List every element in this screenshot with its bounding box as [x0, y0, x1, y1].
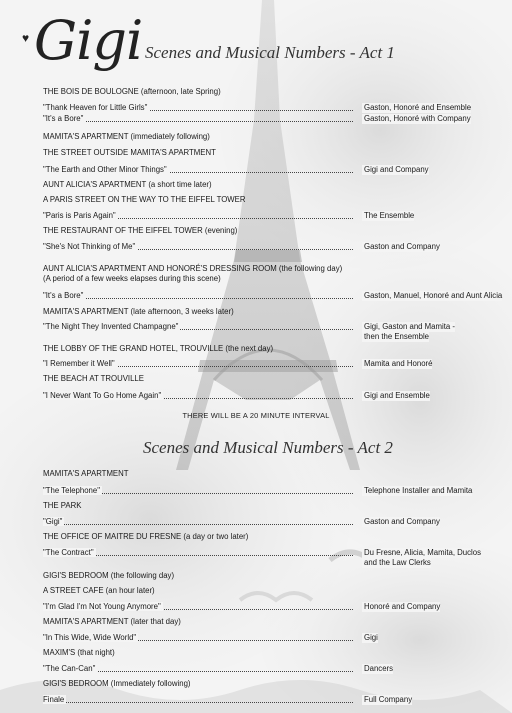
- act1-heading: Scenes and Musical Numbers - Act 1: [145, 43, 395, 62]
- scene-heading: A STREET CAFE (an hour later): [43, 586, 155, 595]
- scene-heading: MAMITA'S APARTMENT (late afternoon, 3 weeks later): [43, 307, 234, 316]
- song-title: "Paris is Paris Again": [43, 211, 116, 220]
- performer: Gaston and Company: [364, 242, 440, 251]
- scene-heading: THE LOBBY OF THE GRAND HOTEL, TROUVILLE (the next day): [43, 344, 274, 353]
- scene-heading: GIGI'S BEDROOM (Immediately following): [43, 679, 191, 688]
- performer: Dancers: [364, 664, 394, 673]
- scene-heading: MAMITA'S APARTMENT (immediately following): [43, 132, 210, 141]
- scene-heading: MAXIM'S (that night): [43, 648, 115, 657]
- performer: Full Company: [364, 695, 413, 704]
- song-title: "She's Not Thinking of Me": [43, 242, 136, 251]
- performer: Gaston, Honoré and Ensemble: [364, 103, 472, 112]
- scene-heading: MAMITA'S APARTMENT (later that day): [43, 617, 181, 626]
- scene-heading: MAMITA'S APARTMENT: [43, 469, 129, 478]
- performer: The Ensemble: [364, 211, 415, 220]
- scene-heading: A PARIS STREET ON THE WAY TO THE EIFFEL TOWER: [43, 195, 246, 204]
- song-title: "The Telephone": [43, 486, 100, 495]
- interval-notice: THERE WILL BE A 20 MINUTE INTERVAL: [182, 411, 330, 420]
- act2-heading: Scenes and Musical Numbers - Act 2: [143, 438, 393, 457]
- song-title: "It's a Bore": [43, 291, 84, 300]
- performer: and the Law Clerks: [364, 558, 431, 567]
- song-title: "The Earth and Other Minor Things": [43, 165, 167, 174]
- performer: Honoré and Company: [364, 602, 441, 611]
- scene-heading: THE BOIS DE BOULOGNE (afternoon, late Spring): [43, 87, 221, 96]
- scene-heading: AUNT ALICIA'S APARTMENT (a short time later): [43, 180, 212, 189]
- song-title: Finale: [43, 695, 65, 704]
- performer: Gigi and Company: [364, 165, 429, 174]
- scene-heading: GIGI'S BEDROOM (the following day): [43, 571, 175, 580]
- show-logo: Gigi: [34, 9, 143, 72]
- song-title: "I Never Want To Go Home Again": [43, 391, 162, 400]
- performer: Telephone Installer and Mamita: [364, 486, 473, 495]
- heart-icon: ♥: [22, 31, 30, 45]
- scene-heading: AUNT ALICIA'S APARTMENT AND HONORÉ'S DRESSING ROOM (the following day): [43, 264, 343, 273]
- performer: then the Ensemble: [364, 332, 430, 341]
- scene-heading: THE OFFICE OF MAITRE DU FRESNE (a day or two later): [43, 532, 249, 541]
- performer: Du Fresne, Alicia, Mamita, Duclos: [364, 548, 481, 557]
- song-title: "Gigi": [43, 517, 63, 526]
- song-title: "I Remember it Well": [43, 359, 115, 368]
- performer: Gaston, Manuel, Honoré and Aunt Alicia: [364, 291, 503, 300]
- scene-heading: THE PARK: [43, 501, 82, 510]
- song-title: "The Can-Can": [43, 664, 96, 673]
- performer: Gigi, Gaston and Mamita -: [364, 322, 456, 331]
- scene-heading: THE BEACH AT TROUVILLE: [43, 374, 144, 383]
- performer: Gigi: [364, 633, 378, 642]
- performer: Gaston and Company: [364, 517, 440, 526]
- performer: Gaston, Honoré with Company: [364, 114, 471, 123]
- performer: Gigi and Ensemble: [364, 391, 430, 400]
- scene-heading: THE RESTAURANT OF THE EIFFEL TOWER (evening): [43, 226, 238, 235]
- song-title: "Thank Heaven for Little Girls": [43, 103, 148, 112]
- song-title: "I'm Glad I'm Not Young Anymore": [43, 602, 161, 611]
- song-title: "The Night They Invented Champagne": [43, 322, 179, 331]
- performer: Mamita and Honoré: [364, 359, 433, 368]
- song-title: "It's a Bore": [43, 114, 84, 123]
- scene-heading: THE STREET OUTSIDE MAMITA'S APARTMENT: [43, 148, 216, 157]
- song-title: "In This Wide, Wide World": [43, 633, 137, 642]
- scene-note: (A period of a few weeks elapses during this scene): [43, 274, 221, 283]
- song-title: "The Contract": [43, 548, 94, 557]
